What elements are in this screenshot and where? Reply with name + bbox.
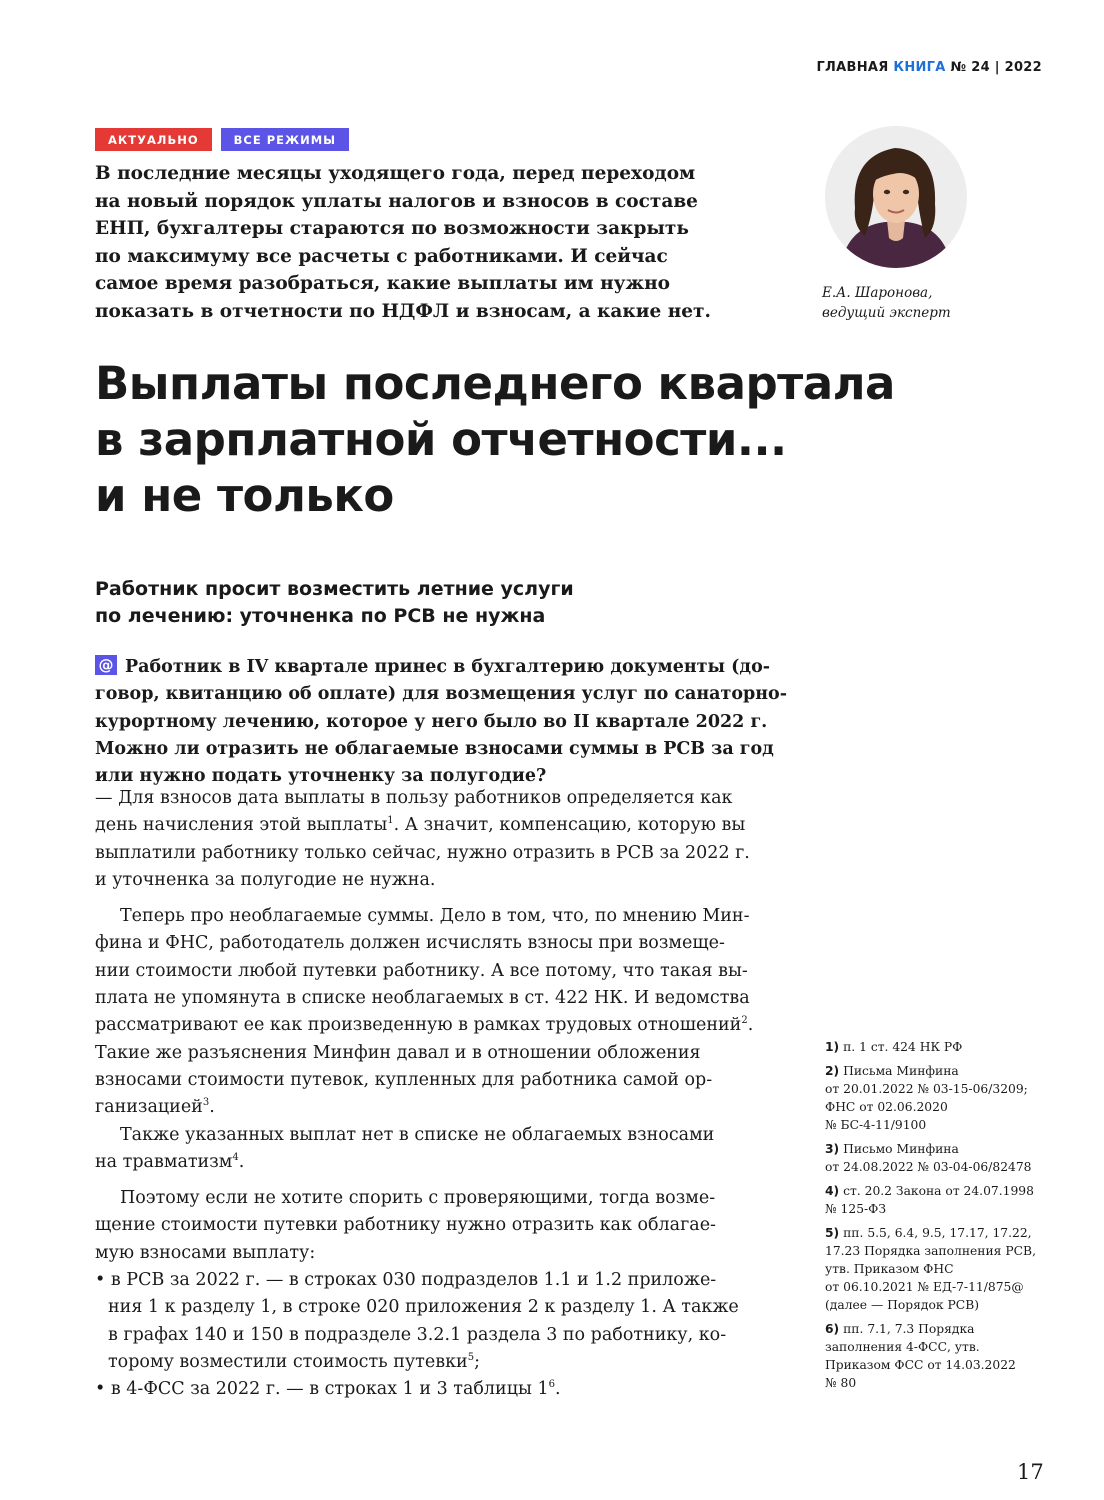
footnote: 2) Письма Минфина от 20.01.2022 № 03-15-06/3209; ФНС от 02.06.2020 № БС-4-11/9100	[825, 1064, 1028, 1132]
reader-question	[95, 654, 785, 790]
at-icon: @	[95, 655, 117, 675]
lead-line: на новый порядок уплаты налогов и взносов в составе	[95, 190, 698, 212]
paragraph-3: Также указанных выплат нет в списке не облагаемых взносами на травматизм$^4$.	[95, 1124, 715, 1172]
footnote-ref: 4	[232, 1151, 239, 1163]
bullet-item: • в РСВ за 2022 г. — в строках 030 подразделов 1.1 и 1.2 приложе- ния 1 к разделу 1, в строке 020 приложения 2 к разделу 1. А также в графах 140 и 150 в подразделе 3.2.1 раздела 3 по работнику, ко- торому возместили стоимость путевки$^5$;	[95, 1270, 739, 1372]
author-caption	[822, 283, 951, 323]
question-line: курортному лечению, которое у него было во II квартале 2022 г.	[95, 711, 768, 732]
footnote-ref: 2	[741, 1015, 748, 1027]
footnote: 4) ст. 20.2 Закона от 24.07.1998 № 125-ФЗ	[825, 1184, 1034, 1216]
subtitle-line: по лечению: уточненка по РСВ не нужна	[95, 605, 546, 627]
badge-actual: АКТУАЛЬНО	[95, 128, 212, 151]
question-line: говор, квитанцию об оплате) для возмещения услуг по санаторно-	[95, 684, 787, 705]
footnote-ref: 5	[467, 1351, 475, 1363]
title-line: и не только	[95, 469, 394, 522]
footnote: 1) п. 1 ст. 424 НК РФ	[825, 1040, 963, 1054]
rubric-badges	[95, 128, 349, 151]
author-role: ведущий эксперт	[822, 305, 951, 321]
brand-main: ГЛАВНАЯ	[816, 60, 889, 75]
lead-line: В последние месяцы уходящего года, перед переходом	[95, 163, 696, 184]
badge-all-regimes: ВСЕ РЕЖИМЫ	[221, 128, 349, 151]
author-portrait	[825, 126, 967, 268]
author-name: Е.А. Шаронова,	[822, 285, 933, 301]
question-line: @ Работник в IV квартале принес в бухгалтерию документы (до-	[95, 654, 785, 681]
answer-body	[95, 785, 785, 1404]
lead-paragraph	[95, 160, 755, 325]
lead-line: по максимуму все расчеты с работниками. И сейчас	[95, 245, 668, 267]
lead-line: самое время разобраться, какие выплаты им нужно	[95, 273, 671, 294]
title-line: в зарплатной отчетности...	[95, 413, 787, 466]
magazine-header	[816, 60, 1042, 75]
footnote-ref: 3	[202, 1097, 210, 1109]
bullet-item: • в 4-ФСС за 2022 г. — в строках 1 и 3 таблицы $1^6$.	[95, 1379, 561, 1400]
issue-number: № 24 | 2022	[950, 60, 1042, 75]
paragraph-4: Поэтому если не хотите спорить с проверяющими, тогда возме- щение стоимости путевки работнику нужно отразить как облагае- мую взносами выплату:	[95, 1188, 716, 1263]
title-line: Выплаты последнего квартала	[95, 357, 895, 410]
section-subtitle	[95, 576, 795, 630]
article-title	[95, 356, 975, 524]
footnote: 5) пп. 5.5, 6.4, 9.5, 17.17, 17.22, 17.23 Порядка заполнения РСВ, утв. Приказом ФНС от 06.10.2021 № ЕД-7-11/875@ (далее — Порядок РСВ)	[825, 1226, 1036, 1312]
question-line: или нужно подать уточненку за полугодие?	[95, 766, 547, 787]
page-number: 17	[1017, 1460, 1044, 1484]
paragraph-2: Теперь про необлагаемые суммы. Дело в том, что, по мнению Мин- фина и ФНС, работодатель должен исчислять взносы при возмеще- нии стоимости любой путевки работнику. А все потому, что такая вы- плата не упомянута в списке необлагаемых в ст. 422 НК. И ведомства рассматривают ее как произведенную в рамках трудовых отношений$^2$. Такие же разъяснения Минфин давал и в отношении обложения взносами стоимости путевок, купленных для работника самой ор- ганизацией$^3$.	[95, 906, 754, 1118]
subtitle-line: Работник просит возместить летние услуги	[95, 578, 574, 600]
footnotes	[825, 1038, 1065, 1398]
lead-line: ЕНП, бухгалтеры стараются по возможности закрыть	[95, 218, 689, 239]
lead-line: показать в отчетности по НДФЛ и взносам, а какие нет.	[95, 300, 711, 322]
paragraph-1: — Для взносов дата выплаты в пользу работников определяется как день начисления этой выплаты$^1$. А значит, компенсацию, которую вы выплатили работнику только сейчас, нужно отразить в РСВ за 2022 г. и уточненка за полугодие не нужна.	[95, 788, 750, 890]
brand-accent: КНИГА	[893, 60, 946, 75]
footnote: 3) Письмо Минфина от 24.08.2022 № 03-04-06/82478	[825, 1142, 1032, 1174]
portrait-image	[825, 126, 967, 268]
footnote-ref: 6	[548, 1379, 555, 1391]
question-line: Можно ли отразить не облагаемые взносами суммы в РСВ за год	[95, 738, 774, 759]
footnote-ref: 1	[387, 815, 394, 827]
footnote: 6) пп. 7.1, 7.3 Порядка заполнения 4-ФСС, утв. Приказом ФСС от 14.03.2022 № 80	[825, 1322, 1016, 1390]
